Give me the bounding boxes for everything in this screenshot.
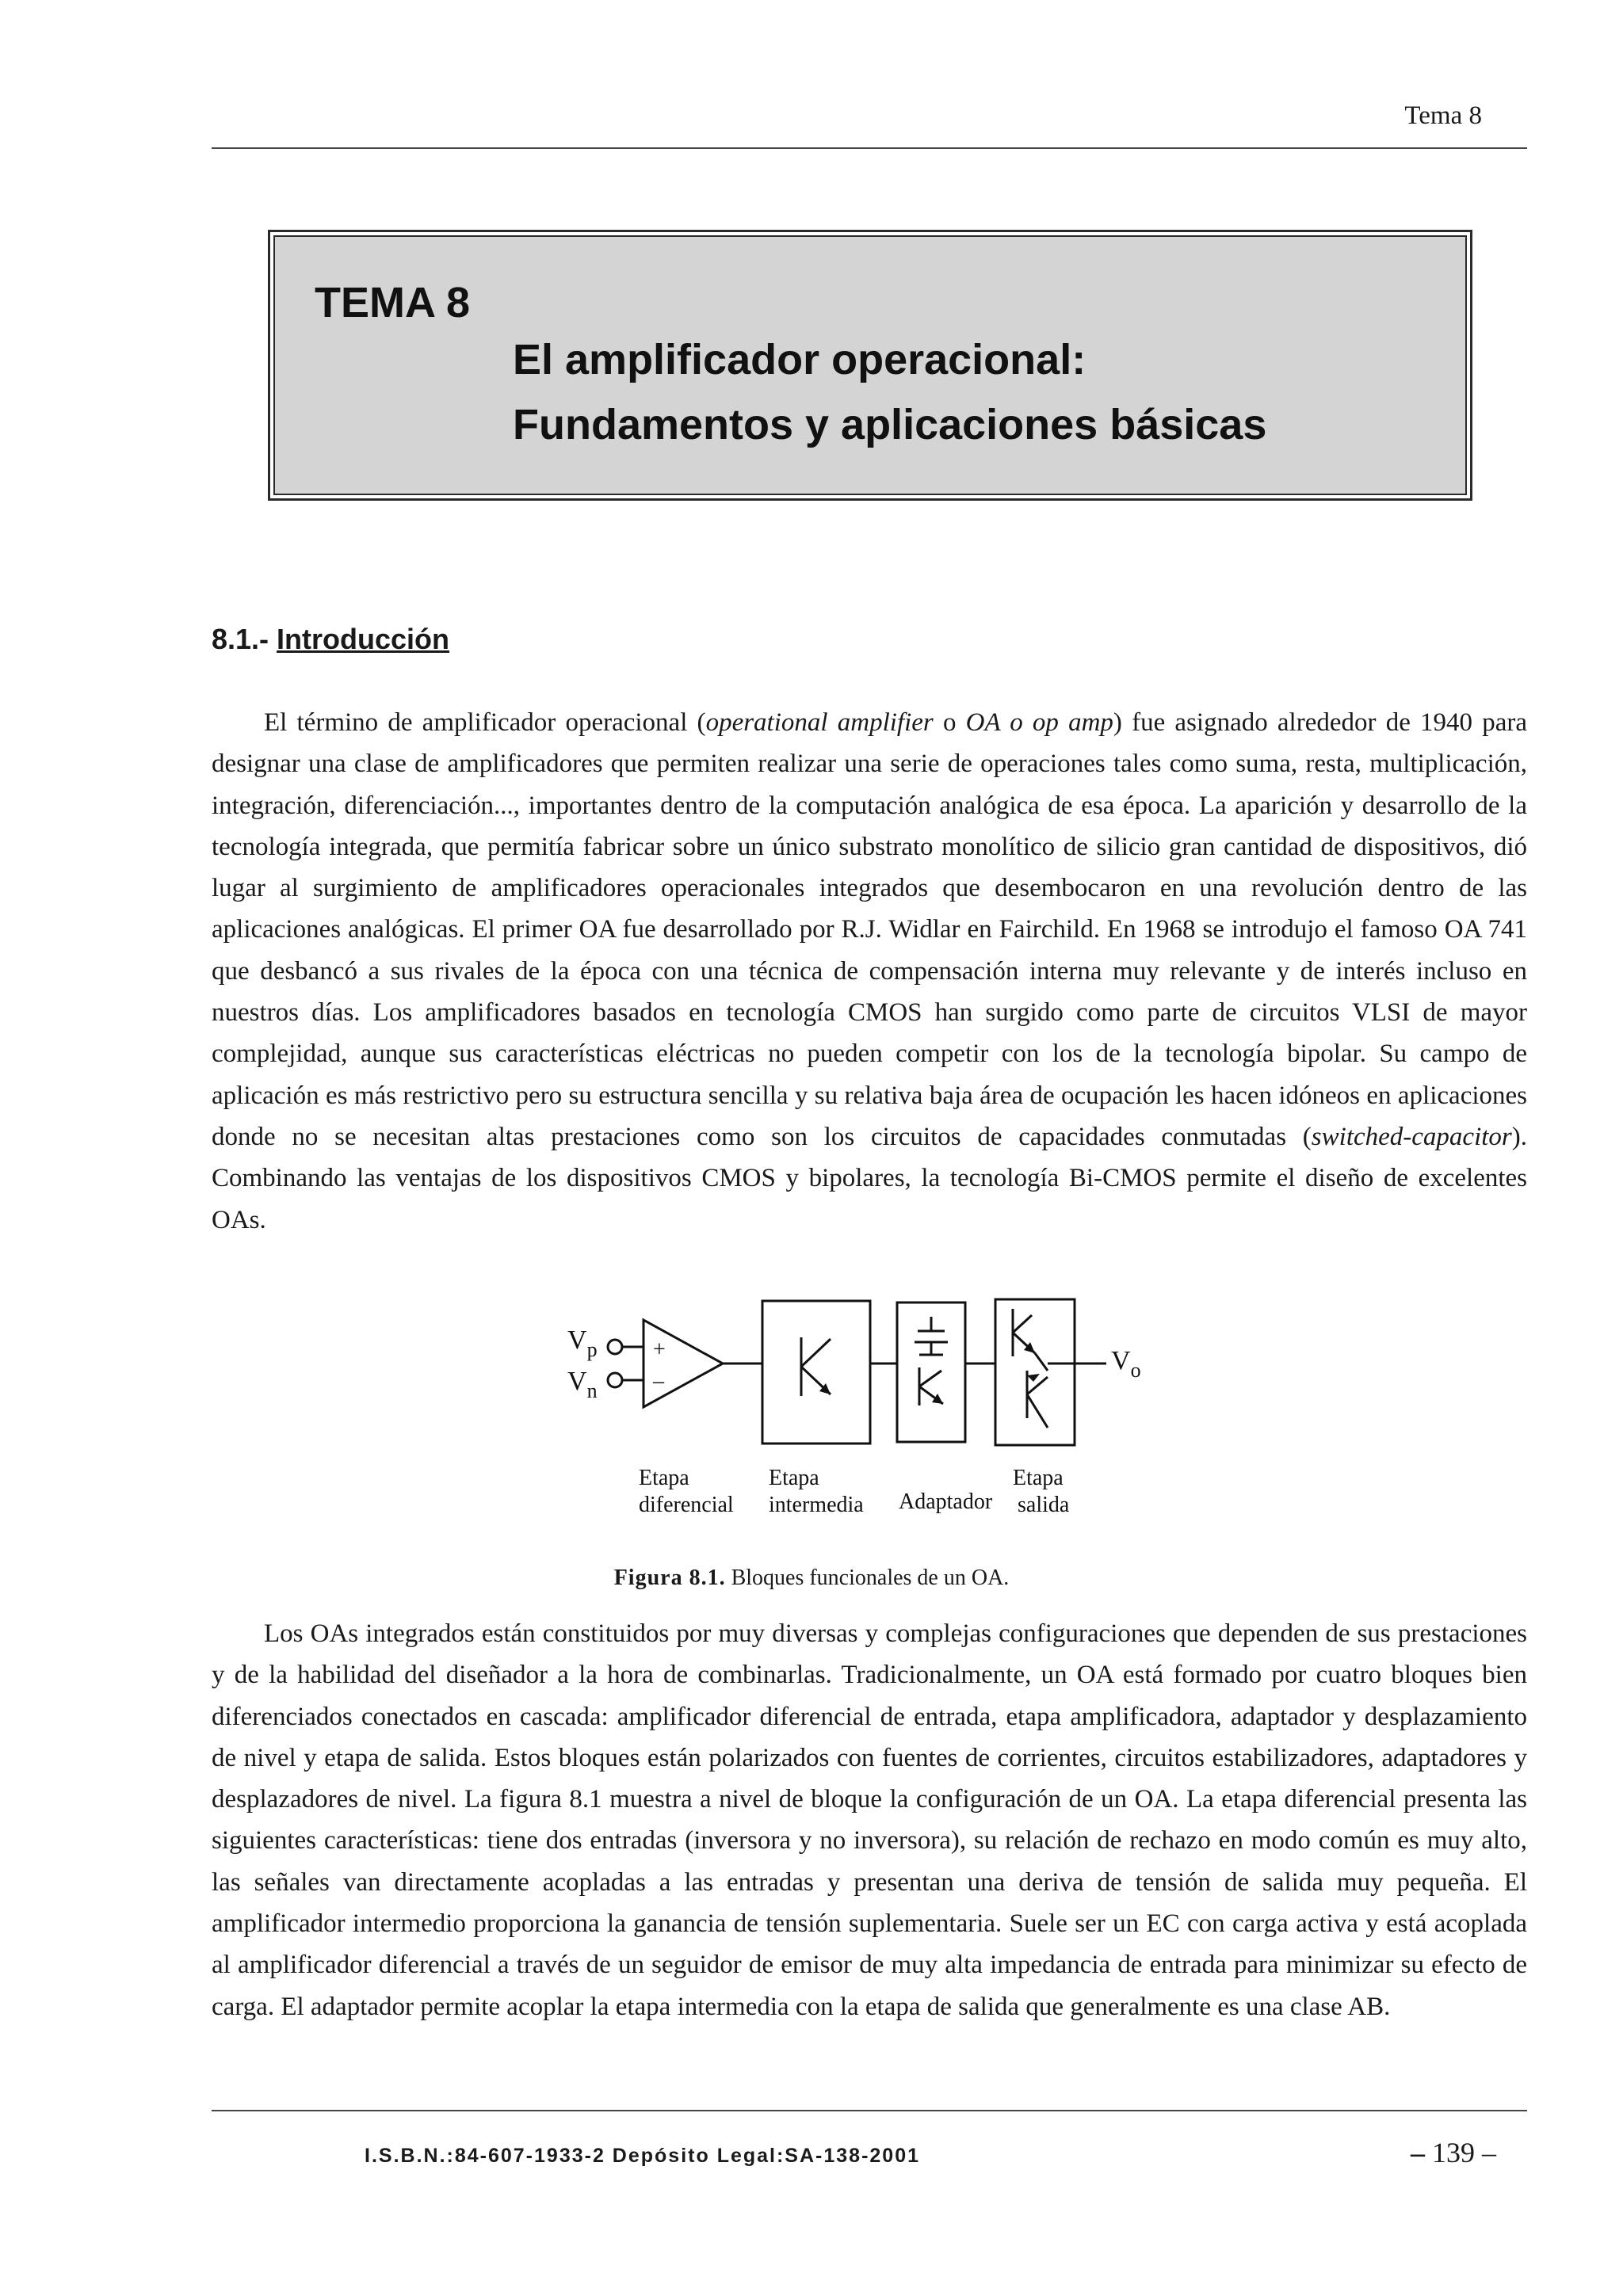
intro-text-3: ) fue asignado alrededor de 1940 para designar una clase de amplificadores que permiten realizar una serie de operaciones tales como suma, resta, multiplicación, integración, diferenciación..., importantes dentro de la computación analógica de esa época. La aparición y desarrollo de la tecnología integrada, que permitía fabricar sobre un único substrato monolítico de silicio gran cantidad de dispositivos, dió lugar al surgimiento de amplificadores operacionales integrados que desembocaron en una revolución dentro de las aplicaciones analógicas. El primer OA fue desarrollado por R.J. Widlar en Fairchild. En 1968 se introdujo el famoso OA 741 que desbancó a sus rivales de la época con una técnica de compensación interna muy relevante y de interés incluso en nuestros días. Los amplificadores basados en tecnología CMOS han surgido como parte de circuitos VLSI de mayor complejidad, aunque sus características eléctricas no pueden competir con los de la tecnología bipolar. Su campo de aplicación es más restrictivo pero su estructura sencilla y su relativa baja área de ocupación les hacen idóneos en aplicaciones donde no se necesitan altas prestaciones como son los circuitos de capacidades conmutadas (: [212, 708, 1527, 1151]
stage2-label-line2: intermedia: [769, 1493, 864, 1517]
page-dash-left: –: [1411, 2137, 1425, 2168]
page-number: [1411, 2136, 1496, 2169]
figure-caption-label: Figura 8.1.: [613, 1566, 726, 1590]
stage1-label-line1: Etapa: [639, 1466, 689, 1490]
footer-rule: [212, 2110, 1527, 2111]
intro-italic-2: OA o op amp: [965, 708, 1113, 737]
figure-caption: [0, 1566, 1623, 1591]
non-inverting-sign: +: [653, 1337, 666, 1362]
inverting-sign: –: [653, 1369, 664, 1394]
running-head: Tema 8: [1404, 101, 1482, 130]
page-number-value: 139: [1432, 2137, 1475, 2168]
vn-label: $V_n$: [567, 1367, 598, 1402]
vn-terminal: [608, 1373, 622, 1387]
figure-caption-text: Bloques funcionales de un OA.: [725, 1566, 1010, 1590]
output-lower-emitter-arrow: [1027, 1374, 1040, 1382]
intro-paragraph: [212, 702, 1527, 1241]
section-heading: [212, 623, 449, 656]
intermediate-stage-block: [762, 1301, 870, 1444]
blocks-paragraph: Los OAs integrados están constituidos por muy diversas y complejas configuraciones que dependen de sus prestaciones y de la habilidad del diseñador a la hora de combinarlas. Tradicionalmente, un OA está formado por cuatro bloques bien diferenciados conectados en cascada: amplificador diferencial de entrada, etapa amplificadora, adaptador y desplazamiento de nivel y etapa de salida. Estos bloques están polarizados con fuentes de corrientes, circuitos estabilizadores, adaptadores y desplazadores de nivel. La figura 8.1 muestra a nivel de bloque la configuración de un OA. La etapa diferencial presenta las siguientes características: tiene dos entradas (inversora y no inversora), su relación de rechazo en modo común es muy alto, las señales van directamente acopladas a las entradas y presentan una deriva de tensión de salida muy pequeña. El amplificador intermedio proporciona la ganancia de tensión suplementaria. Suele ser un EC con carga activa y está acoplada al amplificador diferencial a través de un seguidor de emisor de muy alta impedancia de entrada para minimizar su efecto de carga. El adaptador permite acoplar la etapa intermedia con la etapa de salida que generalmente es una clase AB.: [212, 1619, 1527, 2021]
vo-label: $V_o$: [1111, 1346, 1141, 1382]
differential-stage-symbol: [643, 1320, 723, 1407]
stage4-label-line1: Etapa: [1013, 1466, 1064, 1490]
chapter-title-inner: [273, 235, 1467, 495]
chapter-number: TEMA 8: [315, 279, 471, 326]
isbn-legal-deposit: I.S.B.N.:84-607-1933-2 Depósito Legal:SA-138-2001: [365, 2145, 921, 2167]
stage3-label: Adaptador: [899, 1489, 993, 1514]
intro-text-4: ). Combinando las ventajas de los dispositivos CMOS y bipolares, la tecnología Bi-CMOS permite el diseño de excelentes OAs.: [212, 1122, 1527, 1234]
op-amp-block-diagram: [555, 1277, 1189, 1531]
vp-label: $V_p$: [567, 1325, 598, 1361]
page-dash-right: –: [1482, 2137, 1496, 2168]
intro-text-1: El término de amplificador operacional (: [264, 708, 706, 737]
chapter-title-line1: El amplificador operacional:: [513, 336, 1086, 383]
output-stage-block: [995, 1299, 1075, 1445]
intro-italic-3: switched-capacitor: [1311, 1122, 1512, 1151]
adaptor-emitter-arrow: [932, 1394, 943, 1404]
stage2-label-line1: Etapa: [769, 1466, 819, 1490]
chapter-title-line2: Fundamentos y aplicaciones básicas: [513, 401, 1267, 448]
intro-italic-1: operational amplifier: [705, 708, 934, 737]
stage1-label-line2: diferencial: [639, 1493, 734, 1517]
vp-terminal: [608, 1340, 622, 1354]
chapter-title-box: [268, 230, 1472, 501]
intro-text-2: o: [933, 708, 966, 737]
section-title: Introducción: [277, 623, 450, 655]
header-rule: [212, 147, 1527, 149]
stage4-label-line2: salida: [1018, 1493, 1070, 1517]
block-diagram-figure: [555, 1277, 1189, 1531]
section-number: 8.1.-: [212, 623, 277, 655]
